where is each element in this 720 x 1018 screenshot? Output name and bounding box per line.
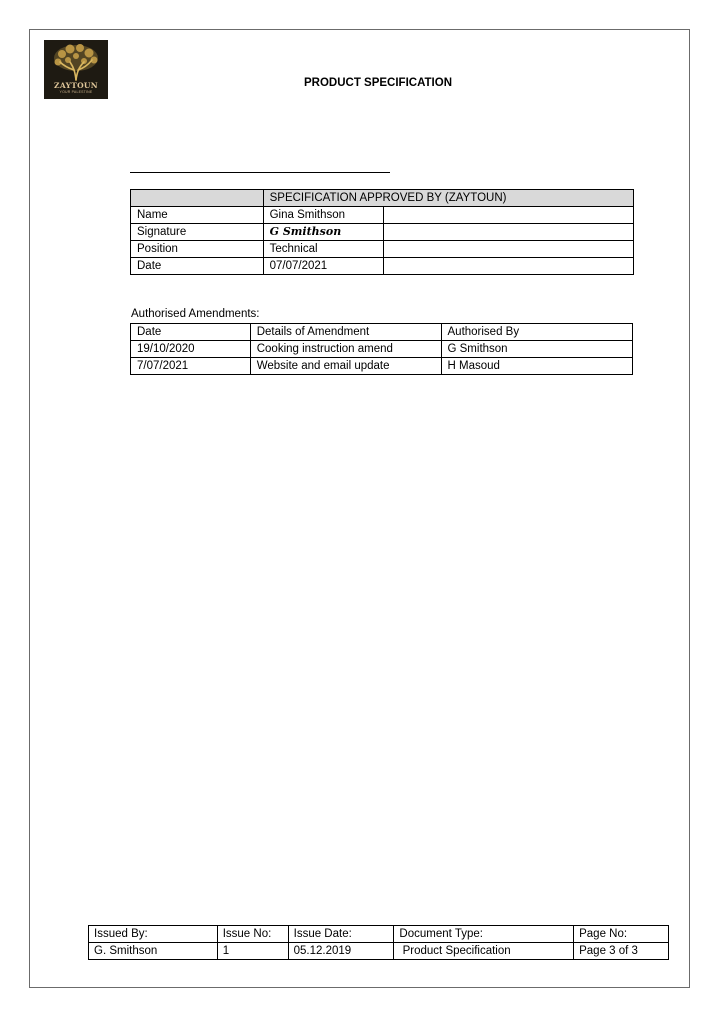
amendments-col-authorised: Authorised By bbox=[441, 324, 633, 341]
approval-table bbox=[130, 189, 634, 275]
approval-value-signature bbox=[263, 224, 383, 241]
amendments-table bbox=[130, 323, 633, 375]
document-title: PRODUCT SPECIFICATION bbox=[303, 77, 452, 89]
approval-extra-date bbox=[383, 258, 633, 275]
approval-row-position bbox=[131, 241, 634, 258]
approval-label-position: Position bbox=[131, 241, 264, 258]
approval-extra-position bbox=[383, 241, 633, 258]
approval-row-date bbox=[131, 258, 634, 275]
footer-document-type: Product Specification bbox=[394, 943, 574, 960]
footer-header-row bbox=[89, 926, 669, 943]
amendments-col-details: Details of Amendment bbox=[250, 324, 441, 341]
logo-wordmark: ZAYTOUN bbox=[54, 81, 98, 90]
footer-issue-no-label: Issue No: bbox=[217, 926, 288, 943]
amendment-details: Website and email update bbox=[250, 358, 441, 375]
handwritten-signature: G Smithson bbox=[269, 225, 342, 238]
approval-value-name: Gina Smithson bbox=[263, 207, 383, 224]
approval-label-signature: Signature bbox=[131, 224, 264, 241]
amendment-authoriser: G Smithson bbox=[441, 341, 633, 358]
approval-row-signature bbox=[131, 224, 634, 241]
logo-tagline: YOUR PALESTINE bbox=[59, 90, 93, 94]
footer-issued-by: G. Smithson bbox=[89, 943, 218, 960]
approval-header-row bbox=[131, 190, 634, 207]
amendment-details: Cooking instruction amend bbox=[250, 341, 441, 358]
amendment-date: 7/07/2021 bbox=[131, 358, 251, 375]
approval-extra-signature bbox=[383, 224, 633, 241]
signature-line bbox=[130, 172, 390, 173]
approval-value-position: Technical bbox=[263, 241, 383, 258]
footer-value-row bbox=[89, 943, 669, 960]
footer-page-no-label: Page No: bbox=[574, 926, 669, 943]
amendments-col-date: Date bbox=[131, 324, 251, 341]
approval-extra-name bbox=[383, 207, 633, 224]
footer-issue-date: 05.12.2019 bbox=[288, 943, 394, 960]
approval-heading: SPECIFICATION APPROVED BY (ZAYTOUN) bbox=[263, 190, 633, 207]
table-row bbox=[131, 358, 633, 375]
amendments-label: Authorised Amendments: bbox=[131, 308, 260, 320]
table-row bbox=[131, 341, 633, 358]
footer-page-no: Page 3 of 3 bbox=[574, 943, 669, 960]
amendments-header-row bbox=[131, 324, 633, 341]
amendment-authoriser: H Masoud bbox=[441, 358, 633, 375]
footer-issue-date-label: Issue Date: bbox=[288, 926, 394, 943]
footer-issued-by-label: Issued By: bbox=[89, 926, 218, 943]
document-footer-table bbox=[88, 925, 669, 960]
approval-value-date: 07/07/2021 bbox=[263, 258, 383, 275]
approval-label-name: Name bbox=[131, 207, 264, 224]
approval-label-date: Date bbox=[131, 258, 264, 275]
approval-row-name bbox=[131, 207, 634, 224]
approval-header-blank bbox=[131, 190, 264, 207]
footer-document-type-label: Document Type: bbox=[394, 926, 574, 943]
footer-issue-no: 1 bbox=[217, 943, 288, 960]
amendment-date: 19/10/2020 bbox=[131, 341, 251, 358]
company-logo bbox=[44, 40, 108, 99]
